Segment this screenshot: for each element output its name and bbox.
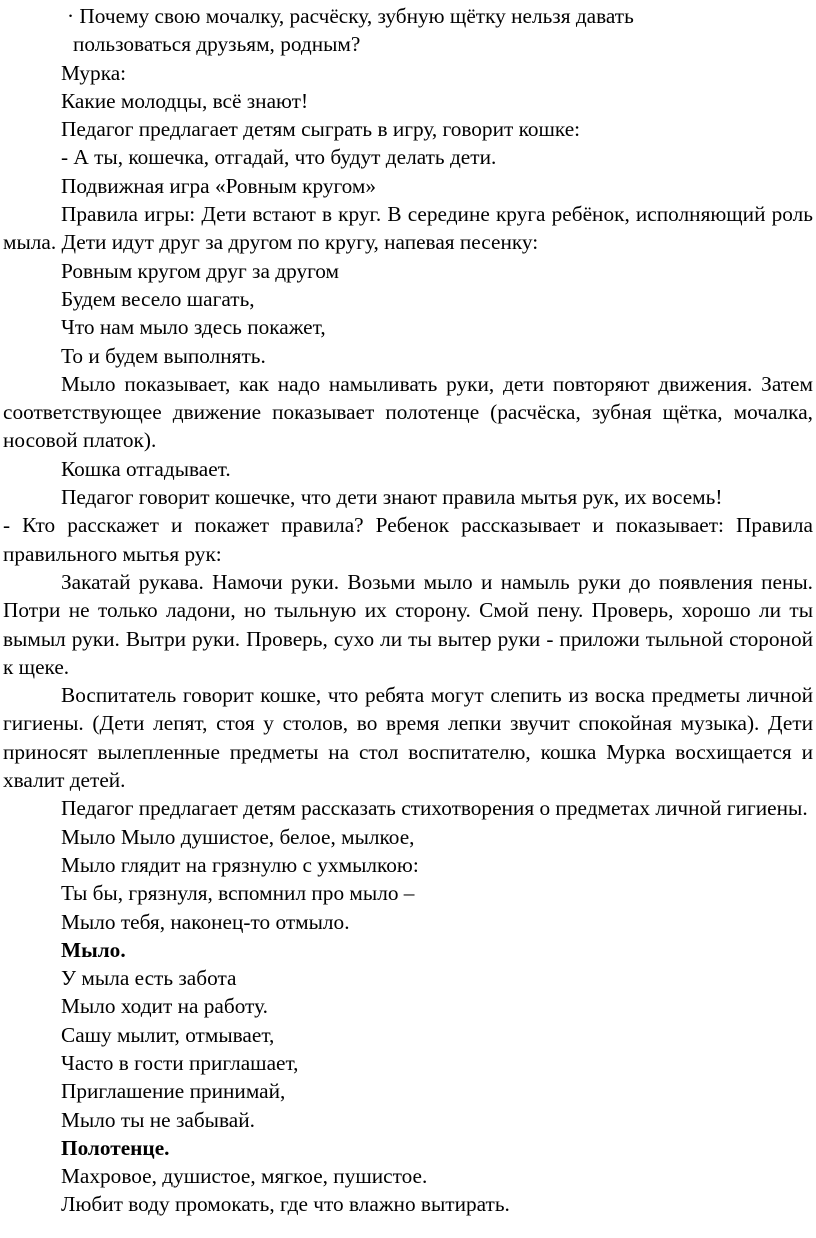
song-line-1: Ровным кругом друг за другом [61,258,340,283]
song-line-2: Будем весело шагать, [61,286,255,311]
poem2-line-3: Сашу мылит, отмывает, [61,1022,275,1047]
question-line-2: пользоваться друзьям, родным? [73,32,361,57]
poem1-line-4: Мыло тебя, наконец-то отмыло. [61,909,350,934]
poem1-line-1: Мыло Мыло душистое, белое, мылкое, [61,824,415,849]
poem2-line-1: У мыла есть забота [61,966,237,991]
poem3-line-1: Махровое, душистое, мягкое, пушистое. [61,1164,428,1189]
teacher-offer-line: Педагог предлагает детям сыграть в игру, говорит кошке: [61,117,581,142]
question-line-1: · Почему свою мочалку, расчёску, зубную щётку нельзя давать [67,4,634,28]
soap-shows-paragraph: Мыло показывает, как надо намыливать руки, дети повторяют движения. Затем соответствующее движение показывает полотенце (расчёска, зубная щётка, мочалка, носовой платок). [3,371,813,453]
wax-modeling-paragraph: Воспитатель говорит кошке, что ребята могут слепить из воска предметы личной гигиены. (Дети лепят, стоя у столов, во время лепки звучит спокойная музыка). Дети приносят вылепленные предметы на стол воспитателю, кошка Мурка восхищается и хвалит детей. [3,683,813,793]
game-title: Подвижная игра «Ровным кругом» [61,173,377,198]
poems-intro-paragraph: Педагог предлагает детям рассказать стихотворения о предметах личной гигиены. [61,796,808,821]
song-line-3: Что нам мыло здесь покажет, [61,315,326,340]
song-line-4: То и будем выполнять. [61,343,266,368]
speaker-murka-label: Мурка: [61,60,127,85]
poem2-line-4: Часто в гости приглашает, [61,1050,299,1075]
poem2-line-5: Приглашение принимай, [61,1079,286,1104]
soap-heading: Мыло. [61,937,126,962]
game-rules-paragraph: Правила игры: Дети встают в круг. В середине круга ребёнок, исполняющий роль мыла. Дети идут друг за другом по кругу, напевая песенку: [3,202,813,255]
cat-guesses-line: Кошка отгадывает. [61,456,231,481]
guess-line: - А ты, кошечка, отгадай, что будут делать дети. [61,145,497,170]
murka-reply: Какие молодцы, всё знают! [61,88,309,113]
poem1-line-3: Ты бы, грязнуля, вспомнил про мыло – [61,881,415,906]
poem2-line-2: Мыло ходит на работу. [61,994,268,1019]
poem3-line-2: Любит воду промокать, где что влажно вытирать. [61,1192,510,1217]
towel-heading: Полотенце. [61,1135,170,1160]
poem1-line-2: Мыло глядит на грязнулю с ухмылкою: [61,852,419,877]
who-tells-paragraph: - Кто расскажет и покажет правила? Ребенок рассказывает и показывает: Правила правильного мытья рук: [3,513,813,566]
handwashing-steps-paragraph: Закатай рукава. Намочи руки. Возьми мыло и намыль руки до появления пены. Потри не только ладони, но тыльную их сторону. Смой пену. Проверь, хорошо ли ты вымыл руки. Вытри руки. Проверь, сухо ли ты вытер руки - приложи тыльной стороной к щеке. [3,569,813,679]
poem2-line-6: Мыло ты не забывай. [61,1107,255,1132]
teacher-rules-line: Педагог говорит кошечке, что дети знают правила мытья рук, их восемь! [61,485,723,510]
